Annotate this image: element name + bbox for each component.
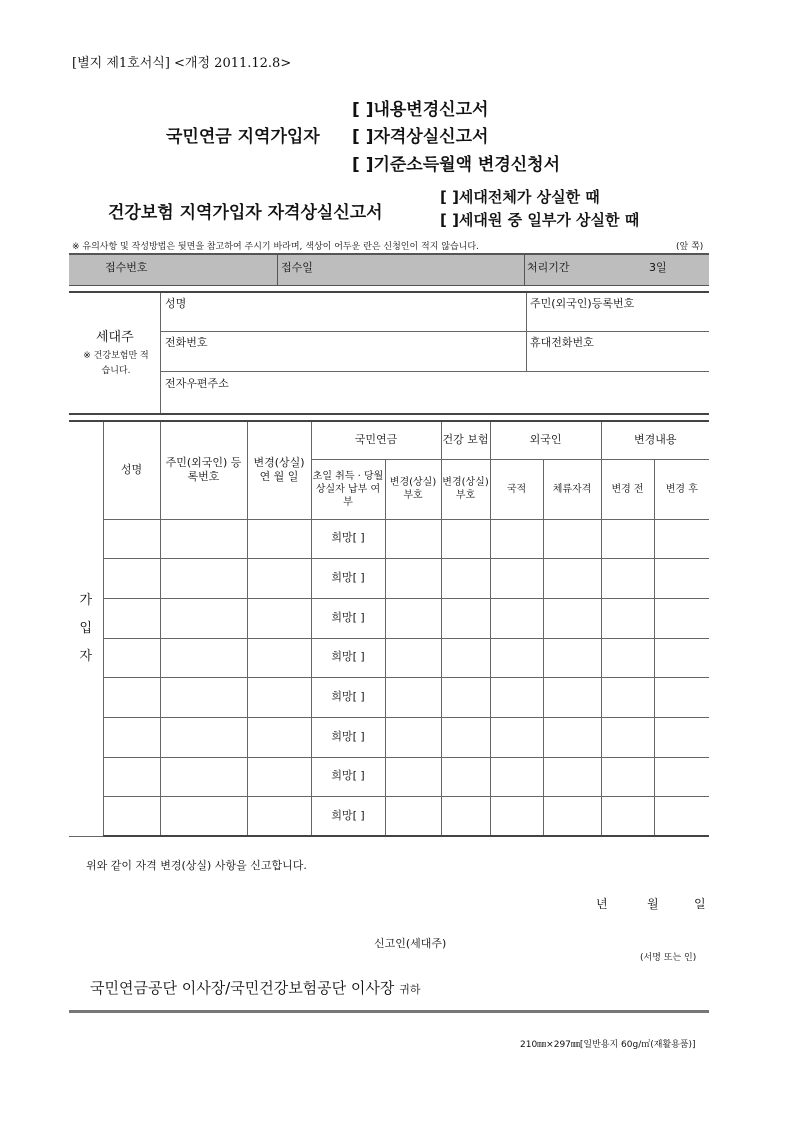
addressee-suffix: 귀하	[399, 983, 421, 996]
processing-period-label: 처리기간	[527, 261, 570, 274]
household-note: ※ 건강보험만 적습니다.	[83, 351, 149, 377]
title-option-content-change: [ ]내용변경신고서	[352, 100, 489, 120]
page-side: (앞 쪽)	[676, 242, 704, 252]
header-change-content: 변경내용	[601, 421, 709, 459]
hope-checkbox[interactable]: 희망[ ]	[311, 677, 385, 717]
signature-label: (서명 또는 인)	[640, 953, 697, 963]
header-health: 건강 보험	[441, 421, 490, 459]
table-row	[69, 717, 709, 757]
header-after: 변경 후	[654, 459, 709, 519]
receipt-bar	[69, 253, 709, 286]
header-health-code: 변경(상실)부호	[441, 459, 490, 519]
subtitle-option-partial: [ ]세대원 중 일부가 상실한 때	[440, 211, 640, 229]
date-day-label: 일	[694, 897, 706, 911]
title-option-loss: [ ]자격상실신고서	[352, 127, 489, 147]
header-nationality: 국적	[490, 459, 543, 519]
form-reference: [별지 제1호서식] <개정 2011.12.8>	[72, 56, 292, 71]
notice-text: ※ 유의사항 및 작성방법은 뒷면을 참고하여 주시기 바라며, 색상이 어두운 란은 신청인이 적지 않습니다.	[72, 242, 479, 252]
household-phone-field[interactable]: 전화번호	[165, 336, 208, 349]
table-row	[69, 757, 709, 796]
subtitle-left: 건강보험 지역가입자 자격상실신고서	[108, 203, 383, 223]
household-name-field[interactable]: 성명	[165, 297, 187, 310]
household-section	[69, 291, 709, 415]
hope-checkbox[interactable]: 희망[ ]	[311, 558, 385, 598]
hope-checkbox[interactable]: 희망[ ]	[311, 757, 385, 796]
header-pension-code: 변경(상실) 부호	[385, 459, 441, 519]
addressee-text: 국민연금공단 이사장/국민건강보험공단 이사장	[90, 979, 395, 997]
household-resident-no-field[interactable]: 주민(외국인)등록번호	[530, 297, 635, 310]
table-row	[69, 796, 709, 836]
hope-checkbox[interactable]: 희망[ ]	[311, 598, 385, 638]
hope-checkbox[interactable]: 희망[ ]	[311, 638, 385, 677]
header-before: 변경 전	[601, 459, 654, 519]
header-resident-no: 주민(외국인) 등록번호	[160, 421, 247, 519]
date-month-label: 월	[647, 897, 659, 911]
applicant-label: 신고인(세대주)	[374, 937, 447, 950]
header-foreigner: 외국인	[490, 421, 601, 459]
hope-checkbox[interactable]: 희망[ ]	[311, 519, 385, 558]
household-email-field[interactable]: 전자우편주소	[165, 377, 229, 390]
table-row	[69, 558, 709, 598]
table-row	[69, 638, 709, 677]
household-head-label: 세대주	[96, 330, 134, 345]
title-option-income-change: [ ]기준소득월액 변경신청서	[352, 155, 561, 175]
household-mobile-field[interactable]: 휴대전화번호	[530, 336, 594, 349]
hope-checkbox[interactable]: 희망[ ]	[311, 796, 385, 836]
table-row	[69, 677, 709, 717]
subtitle-option-whole: [ ]세대전체가 상실한 때	[440, 188, 600, 206]
header-stay-status: 체류자격	[543, 459, 601, 519]
date-year-label: 년	[596, 897, 608, 911]
declaration-statement: 위와 같이 자격 변경(상실) 사항을 신고합니다.	[86, 859, 307, 872]
header-first-month: 초일 취득 · 당월 상실자 납부 여부	[311, 459, 385, 519]
header-pension: 국민연금	[311, 421, 441, 459]
receipt-number-label: 접수번호	[105, 261, 148, 274]
header-change-date: 변경(상실) 연 월 일	[247, 421, 311, 519]
table-row	[69, 598, 709, 638]
members-side-label: 가입자	[69, 421, 103, 836]
header-name: 성명	[103, 421, 160, 519]
footer-divider	[69, 1010, 709, 1013]
title-left: 국민연금 지역가입자	[166, 127, 320, 147]
paper-spec: 210㎜×297㎜[일반용지 60g/㎡(재활용품)]	[520, 1040, 696, 1050]
processing-period-value: 3일	[649, 261, 667, 274]
addressee	[90, 977, 420, 998]
member-table	[69, 420, 709, 837]
receipt-date-label: 접수일	[281, 261, 313, 274]
table-row	[69, 519, 709, 558]
hope-checkbox[interactable]: 희망[ ]	[311, 717, 385, 757]
